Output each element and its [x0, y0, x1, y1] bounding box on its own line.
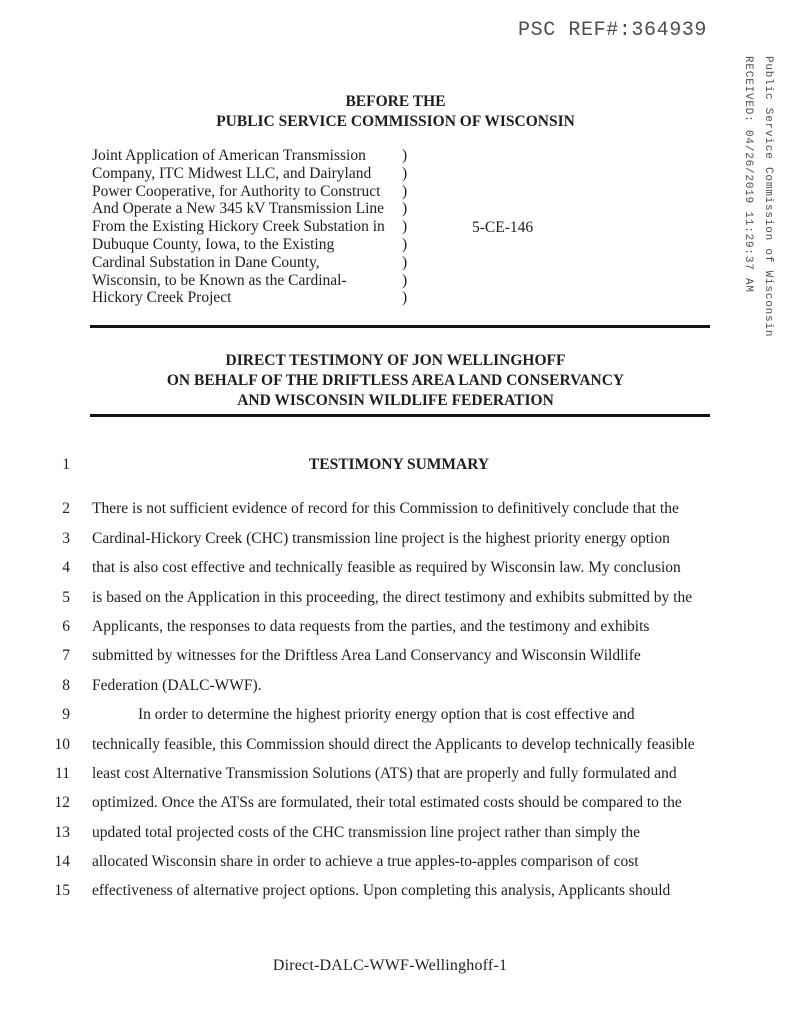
testimony-line — [0, 730, 791, 759]
line-number: 10 — [54, 735, 70, 753]
title-line-1: DIRECT TESTIMONY OF JON WELLINGHOFF — [225, 352, 566, 369]
caption-text: Power Cooperative, for Authority to Construct — [92, 182, 381, 200]
testimony-line — [0, 847, 791, 876]
received-stamp-agency: Public Service Commission of Wisconsin — [762, 56, 774, 338]
court-header-line-1: BEFORE THE — [345, 93, 446, 110]
line-number: 7 — [62, 647, 70, 665]
case-caption — [92, 147, 652, 307]
caption-line — [92, 236, 652, 254]
title-line-2: ON BEHALF OF THE DRIFTLESS AREA LAND CONSERVANCY — [166, 372, 625, 389]
line-number: 5 — [62, 588, 70, 606]
caption-text: Wisconsin, to be Known as the Cardinal- — [92, 271, 347, 289]
line-text: is based on the Application in this proceeding, the direct testimony and exhibits submitted by the — [92, 588, 693, 606]
caption-text: Joint Application of American Transmission — [92, 147, 366, 164]
line-text: effectiveness of alternative project options. Upon completing this analysis, Applicants should — [92, 882, 671, 900]
testimony-line — [0, 759, 791, 788]
caption-paren: ) — [402, 271, 408, 289]
testimony-line — [0, 524, 791, 553]
psc-ref-stamp: PSC REF#:364939 — [518, 19, 708, 42]
line-number: 1 — [62, 456, 70, 473]
caption-text: And Operate a New 345 kV Transmission Line — [92, 200, 385, 218]
separator-rule-top — [90, 325, 710, 328]
testimony-body — [0, 450, 791, 906]
document-title — [0, 351, 791, 411]
caption-line — [92, 183, 652, 201]
testimony-summary-heading — [0, 450, 791, 479]
line-text: optimized. Once the ATSs are formulated, their total estimated costs should be compared to the — [92, 794, 682, 812]
caption-line — [92, 218, 652, 236]
received-stamp-timestamp: RECEIVED: 04/26/2019 11:29:37 AM — [742, 56, 754, 293]
line-text: Applicants, the responses to data requests from the parties, and the testimony and exhibits — [92, 617, 650, 635]
caption-paren: ) — [402, 218, 408, 236]
line-text: allocated Wisconsin share in order to achieve a true apples-to-apples comparison of cost — [92, 853, 639, 871]
line-number: 4 — [62, 559, 70, 577]
line-text: In order to determine the highest priority energy option that is cost effective and — [138, 706, 635, 724]
caption-line — [92, 200, 652, 218]
caption-line — [92, 254, 652, 272]
line-text: technically feasible, this Commission should direct the Applicants to develop technically feasible — [92, 735, 695, 753]
caption-paren: ) — [402, 164, 408, 182]
line-number: 9 — [62, 706, 70, 724]
caption-line — [92, 272, 652, 290]
caption-paren: ) — [402, 147, 408, 164]
line-number: 6 — [62, 617, 70, 635]
line-number: 15 — [54, 882, 70, 900]
caption-paren: ) — [402, 200, 408, 218]
testimony-line — [0, 876, 791, 905]
line-text: that is also cost effective and technically feasible as required by Wisconsin law. My conclusion — [92, 559, 681, 577]
caption-text: From the Existing Hickory Creek Substation in — [92, 218, 385, 236]
line-text: Federation (DALC-WWF). — [92, 676, 262, 694]
caption-text: Dubuque County, Iowa, to the Existing — [92, 235, 335, 253]
caption-line — [92, 147, 652, 165]
caption-line — [92, 289, 652, 307]
caption-paren: ) — [402, 289, 408, 307]
line-number: 14 — [54, 853, 70, 871]
line-text: updated total projected costs of the CHC transmission line project rather than simply the — [92, 823, 640, 841]
caption-paren: ) — [402, 182, 408, 200]
line-number: 13 — [54, 823, 70, 841]
testimony-line — [0, 494, 791, 523]
court-header-line-2: PUBLIC SERVICE COMMISSION OF WISCONSIN — [216, 112, 575, 130]
line-text: There is not sufficient evidence of record for this Commission to definitively conclude that the — [92, 500, 679, 518]
docket-number: 5-CE-146 — [472, 219, 534, 236]
title-line-3: AND WISCONSIN WILDLIFE FEDERATION — [237, 392, 554, 409]
caption-paren: ) — [402, 253, 408, 271]
line-text: least cost Alternative Transmission Solutions (ATS) that are properly and fully formulated and — [92, 764, 677, 782]
section-heading: TESTIMONY SUMMARY — [308, 456, 490, 473]
line-number: 3 — [62, 529, 70, 547]
line-number: 8 — [62, 676, 70, 694]
line-number: 12 — [54, 794, 70, 812]
caption-text: Cardinal Substation in Dane County, — [92, 253, 320, 271]
court-header — [0, 92, 791, 131]
testimony-line — [0, 553, 791, 582]
page-footer: Direct-DALC-WWF-Wellinghoff-1 — [272, 957, 508, 974]
line-text: Cardinal-Hickory Creek (CHC) transmission line project is the highest priority energy option — [92, 529, 670, 547]
caption-paren: ) — [402, 235, 408, 253]
testimony-line — [0, 700, 791, 729]
caption-text: Company, ITC Midwest LLC, and Dairyland — [92, 164, 372, 182]
testimony-line — [0, 671, 791, 700]
testimony-line — [0, 818, 791, 847]
caption-text: Hickory Creek Project — [92, 289, 232, 307]
line-number: 2 — [62, 500, 70, 518]
testimony-line — [0, 788, 791, 817]
line-text: submitted by witnesses for the Driftless Area Land Conservancy and Wisconsin Wildlife — [92, 647, 641, 665]
line-number: 11 — [55, 764, 70, 782]
testimony-line — [0, 583, 791, 612]
testimony-line — [0, 612, 791, 641]
testimony-line — [0, 641, 791, 670]
caption-line — [92, 165, 652, 183]
separator-rule-bottom — [90, 414, 710, 417]
